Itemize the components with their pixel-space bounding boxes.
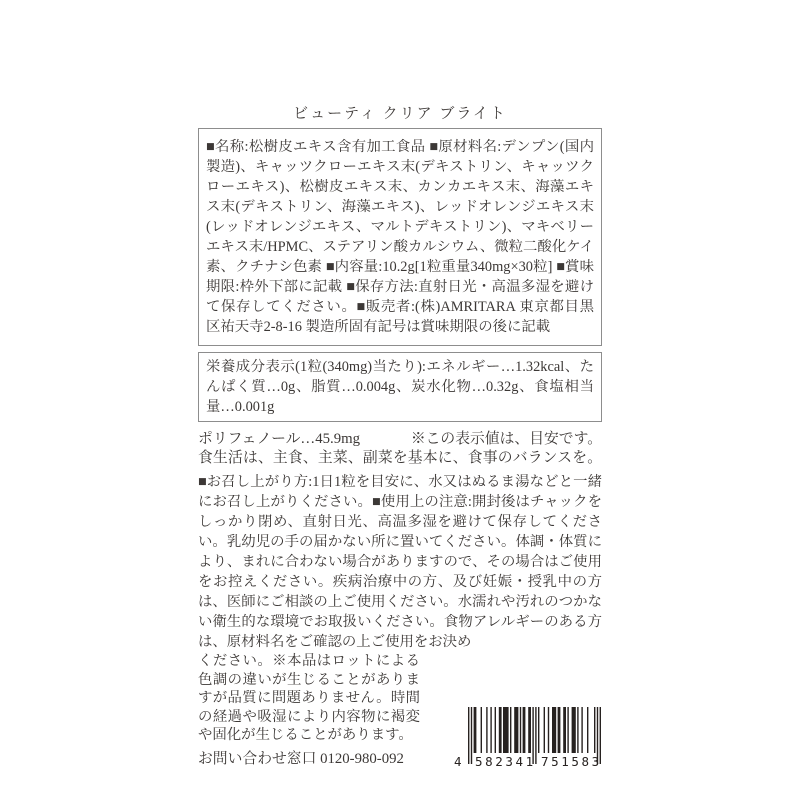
product-label xyxy=(198,104,602,769)
ingredients-box xyxy=(198,128,602,346)
lot-color-note: ください。※本品はロットによる色調の違いが生じることがありますが品質に問題ありません。時間の経過や吸湿により内容物に褐変や固化が生じることがあります。 xyxy=(198,653,420,744)
estimate-note: ※この表示値は、目安です。 xyxy=(410,431,602,447)
barcode xyxy=(454,707,602,769)
barcode-digits-left: 582341 xyxy=(475,754,536,769)
bottom-section xyxy=(198,652,602,769)
barcode-digits-right: 751583 xyxy=(541,754,602,769)
nutrition-box xyxy=(198,352,602,422)
polyphenol-value: ポリフェノール…45.9mg xyxy=(198,431,360,447)
bottom-right-column xyxy=(420,652,602,769)
diet-balance-note: 食生活は、主食、主菜、副菜を基本に、食事のバランスを。 xyxy=(198,450,602,466)
polyphenol-row xyxy=(198,430,602,449)
bottom-left-column xyxy=(198,652,420,769)
usage-instructions: ■お召し上がり方:1日1粒を目安に、水又はぬるま湯などと一緒にお召し上がりください。■使用上の注意:開封後はチャックをしっかり閉め、直射日光、高温多湿を避けて保存してください。乳幼児の手の届かない所に置いてください。体調・体質により、まれに合わない場合がありますので、その場合はご使用をお控えください。疾病治療中の方、及び妊娠・授乳中の方は、医師にご相談の上ご使用ください。水濡れや汚れのつかない衛生的な環境でお取扱いください。食物アレルギーのある方は、原材料名をご確認の上ご使用をお決め xyxy=(198,474,602,650)
nutrition-text: 栄養成分表示(1粒(340mg)当たり):エネルギー…1.32kcal、たんぱく質…0g、脂質…0.004g、炭水化物…0.32g、食塩相当量…0.001g xyxy=(206,359,594,415)
barcode-digit-lead: 4 xyxy=(454,754,462,769)
ingredients-text: ■名称:松樹皮エキス含有加工食品 ■原材料名:デンプン(国内製造)、キャッツクローエキス末(デキストリン、キャッツクローエキス)、松樹皮エキス末、カンカエキス末、海藻エキス末(デキストリン、海藻エキス)、レッドオレンジエキス末(レッドオレンジエキス、マルトデキストリン)、マキベリーエキス末/HPMC、ステアリン酸カルシウム、微粒二酸化ケイ素、クチナシ色素 ■内容量:10.2g[1粒重量340mg×30粒] ■賞味期限:枠外下部に記載 ■保存方法:直射日光・高温多湿を避けて保存してください。■販売者:(株)AMRITARA 東京都目黒区祐天寺2-8-16 製造所固有記号は賞味期限の後に記載 xyxy=(206,139,594,335)
product-title: ビューティ クリア ブライト xyxy=(293,106,507,122)
contact-phone: お問い合わせ窓口 0120-980-092 xyxy=(198,751,404,767)
